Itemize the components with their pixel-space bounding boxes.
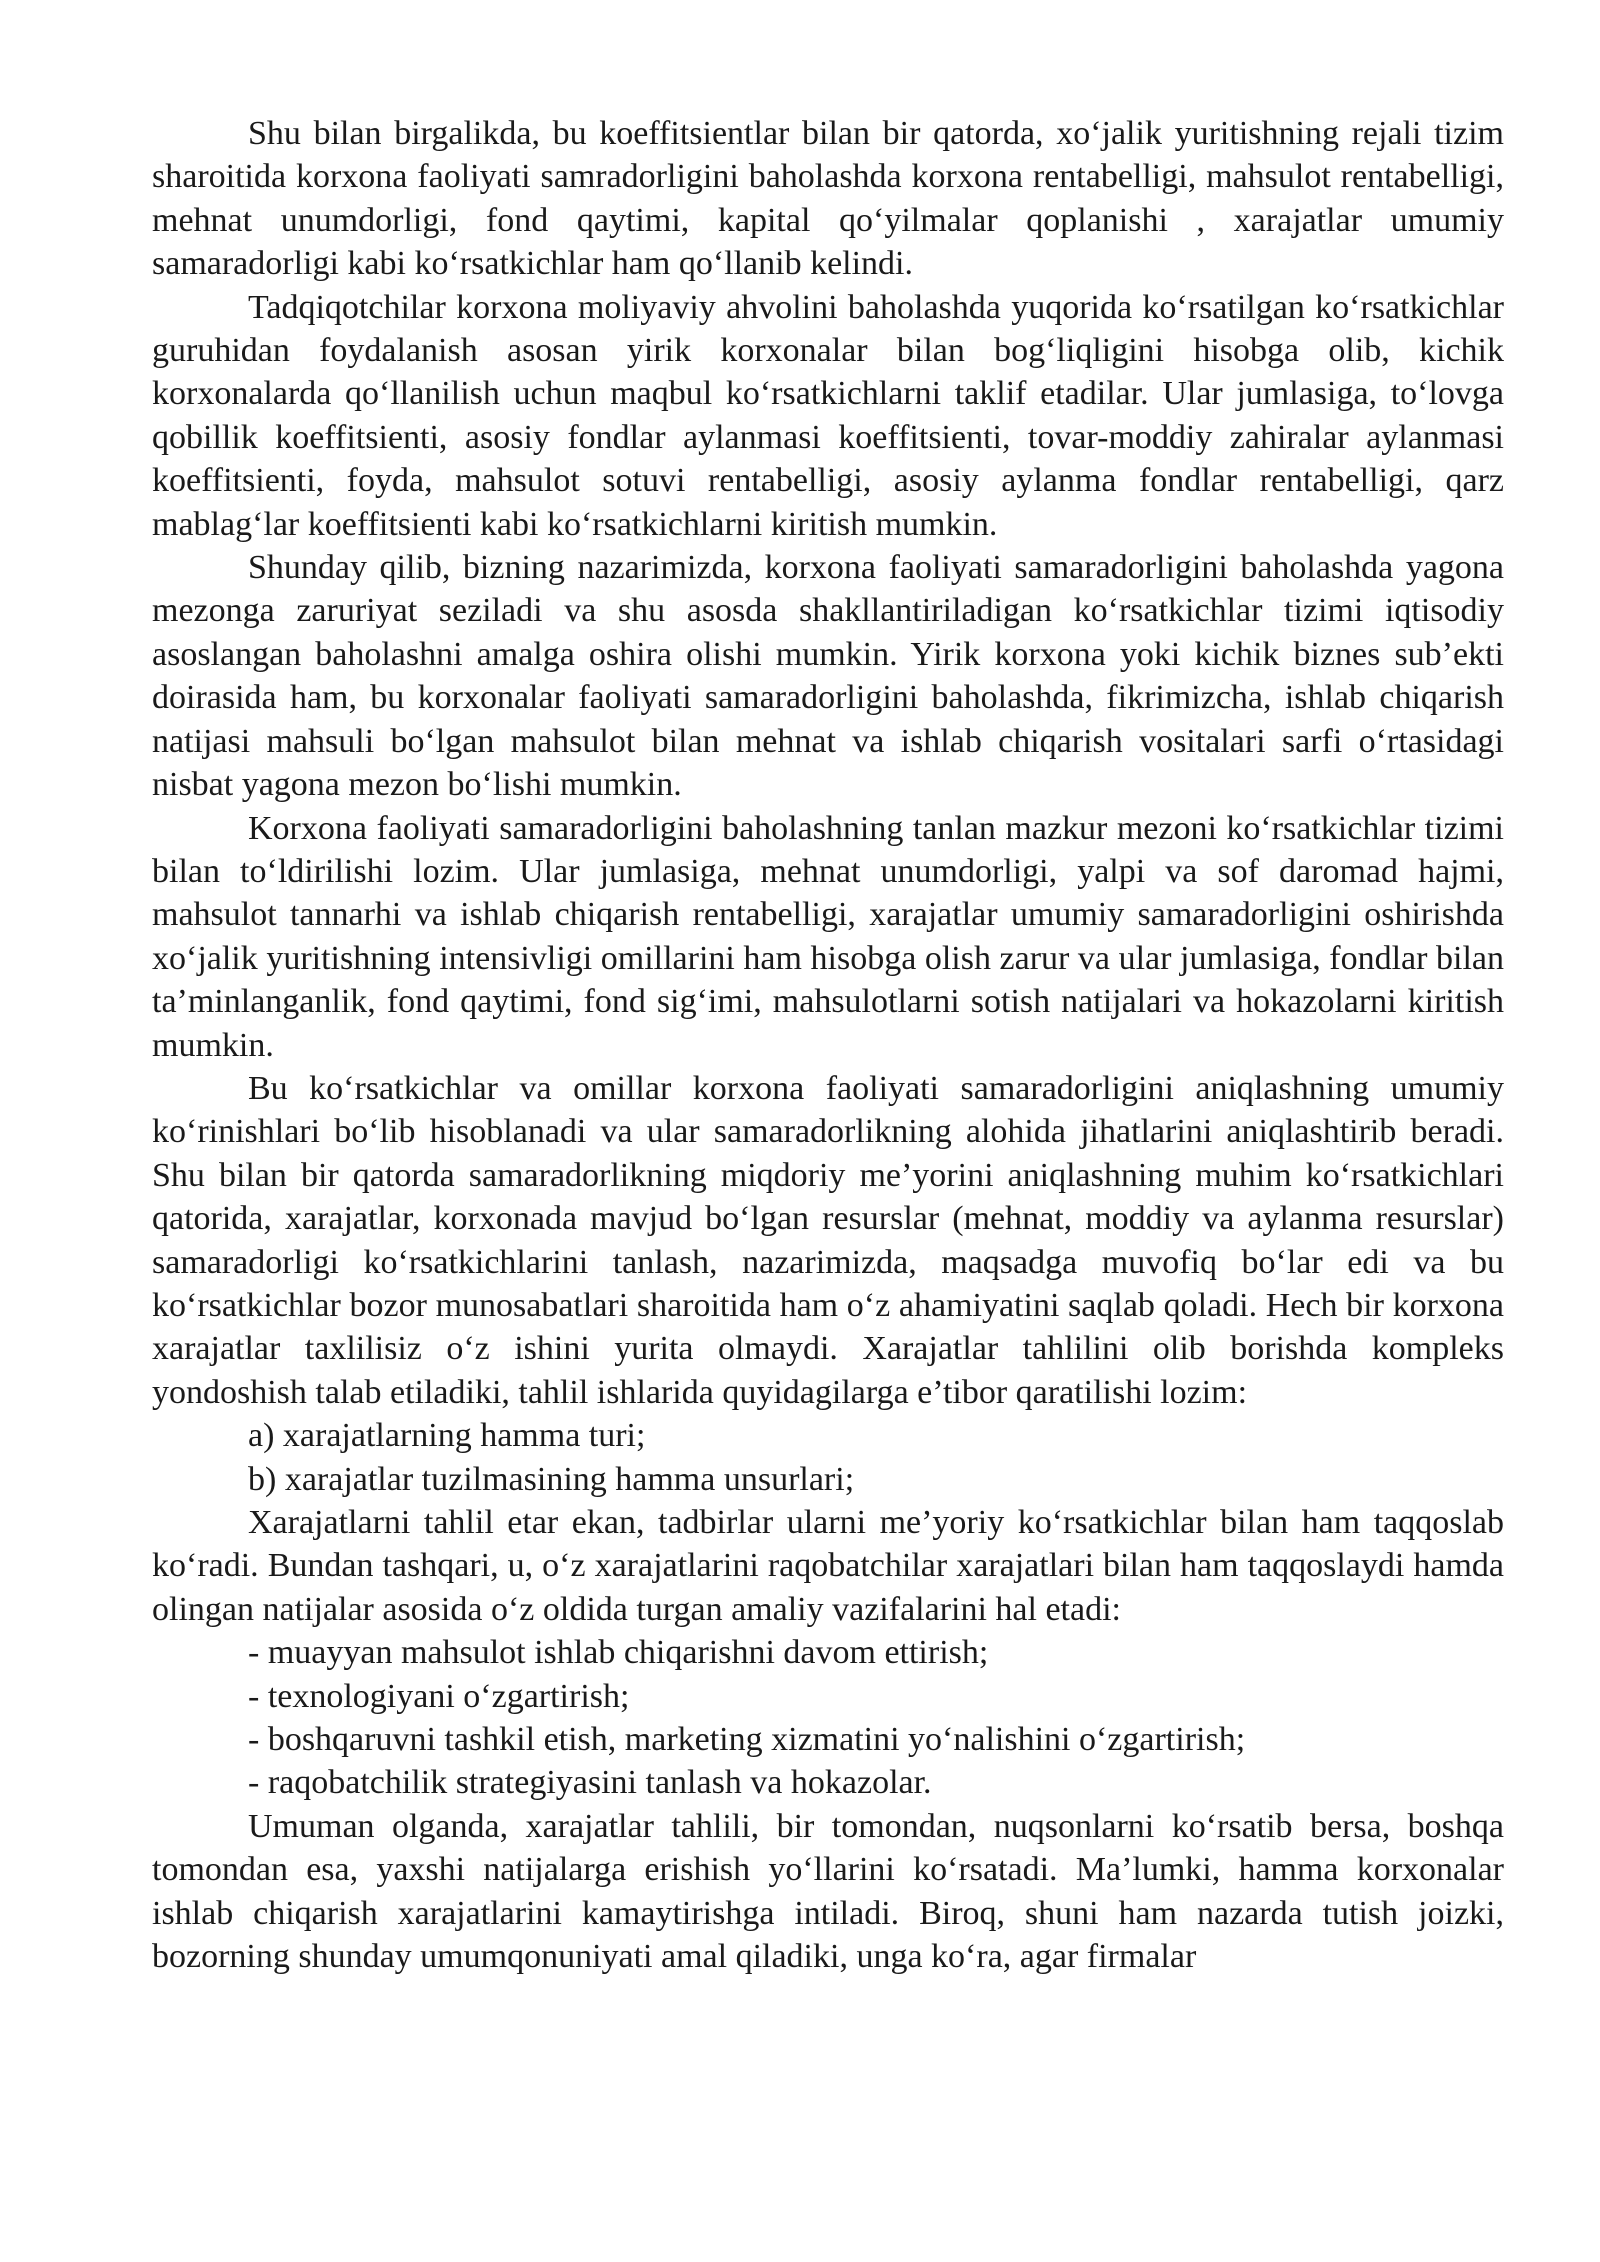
list-item-b: b) xarajatlar tuzilmasining hamma unsurlari;	[248, 1460, 855, 1498]
list-item-dash-3: - boshqaruvni tashkil etish, marketing xizmatini yoʻnalishini oʻzgartirish;	[248, 1721, 1246, 1759]
paragraph-3: Shunday qilib, bizning nazarimizda, korxona faoliyati samaradorligini baholashda yagona mezonga zaruriyat seziladi va shu asosda shakllantiriladigan koʻrsatkichlar tizimi iqtisodiy asoslangan baholashni amalga oshira olishi mumkin. Yirik korxona yoki kichik biznes sub’ekti doirasida ham, bu korxonalar faoliyati samaradorligini baholashda, fikrimizcha, ishlab chiqarish natijasi mahsuli boʻlgan mahsulot bilan mehnat va ishlab chiqarish vositalari sarfi oʻrtasidagi nisbat yagona mezon boʻlishi mumkin.	[152, 549, 1504, 804]
paragraph-6: Xarajatlarni tahlil etar ekan, tadbirlar ularni me’yoriy koʻrsatkichlar bilan ham taqqoslab koʻradi. Bundan tashqari, u, oʻz xarajatlarini raqobatchilar xarajatlari bilan ham taqqoslaydi hamda olingan natijalar asosida oʻz oldida turgan amaliy vazifalarini hal etadi:	[152, 1504, 1504, 1628]
paragraph-4: Korxona faoliyati samaradorligini baholashning tanlan mazkur mezoni koʻrsatkichlar tizimi bilan toʻldirilishi lozim. Ular jumlasiga, mehnat unumdorligi, yalpi va sof daromad hajmi, mahsulot tannarhi va ishlab chiqarish rentabelligi, xarajatlar umumiy samaradorligini oshirishda xoʻjalik yuritishning intensivligi omillarini ham hisobga olish zarur va ular jumlasiga, fondlar bilan ta’minlanganlik, fond qaytimi, fond sigʻimi, mahsulotlarni sotish natijalari va hokazolarni kiritish mumkin.	[152, 809, 1504, 1064]
list-item-a: a) xarajatlarning hamma turi;	[248, 1417, 646, 1455]
paragraph-1: Shu bilan birgalikda, bu koeffitsientlar bilan bir qatorda, xoʻjalik yuritishning rejali tizim sharoitida korxona faoliyati samradorligini baholashda korxona rentabelligi, mahsulot rentabelligi, mehnat unumdorligi, fond qaytimi, kapital qoʻyilmalar qoplanishi , xarajatlar umumiy samaradorligi kabi koʻrsatkichlar ham qoʻllanib kelindi.	[152, 115, 1504, 283]
document-page	[152, 112, 1504, 1978]
paragraph-2: Tadqiqotchilar korxona moliyaviy ahvolini baholashda yuqorida koʻrsatilgan koʻrsatkichlar guruhidan foydalanish asosan yirik korxonalar bilan bogʻliqligini hisobga olib, kichik korxonalarda qoʻllanilish uchun maqbul koʻrsatkichlarni taklif etadilar. Ular jumlasiga, toʻlovga qobillik koeffitsienti, asosiy fondlar aylanmasi koeffitsienti, tovar-moddiy zahiralar aylanmasi koeffitsienti, foyda, mahsulot sotuvi rentabelligi, asosiy aylanma fondlar rentabelligi, qarz mablagʻlar koeffitsienti kabi koʻrsatkichlarni kiritish mumkin.	[152, 288, 1504, 543]
paragraph-7: Umuman olganda, xarajatlar tahlili, bir tomondan, nuqsonlarni koʻrsatib bersa, boshqa tomondan esa, yaxshi natijalarga erishish yoʻllarini koʻrsatadi. Ma’lumki, hamma korxonalar ishlab chiqarish xarajatlarini kamaytirishga intiladi. Biroq, shuni ham nazarda tutish joizki, bozorning shunday umumqonuniyati amal qiladiki, unga koʻra, agar firmalar	[152, 1807, 1504, 1976]
paragraph-5: Bu koʻrsatkichlar va omillar korxona faoliyati samaradorligini aniqlashning umumiy koʻrinishlari boʻlib hisoblanadi va ular samaradorlikning alohida jihatlarini aniqlashtirib beradi. Shu bilan bir qatorda samaradorlikning miqdoriy me’yorini aniqlashning muhim koʻrsatkichlari qatorida, xarajatlar, korxonada mavjud boʻlgan resurslar (mehnat, moddiy va aylanma resurslar) samaradorligi koʻrsatkichlarini tanlash, nazarimizda, maqsadga muvofiq boʻlar edi va bu koʻrsatkichlar bozor munosabatlari sharoitida ham oʻz ahamiyatini saqlab qoladi. Hech bir korxona xarajatlar taxlilisiz oʻz ishini yurita olmaydi. Xarajatlar tahlilini olib borishda kompleks yondoshish talab etiladiki, tahlil ishlarida quyidagilarga e’tibor qaratilishi lozim:	[152, 1069, 1504, 1411]
list-item-dash-1: - muayyan mahsulot ishlab chiqarishni davom ettirish;	[248, 1634, 989, 1672]
list-item-dash-2: - texnologiyani oʻzgartirish;	[248, 1677, 630, 1715]
list-item-dash-4: - raqobatchilik strategiyasini tanlash va hokazolar.	[248, 1764, 932, 1802]
